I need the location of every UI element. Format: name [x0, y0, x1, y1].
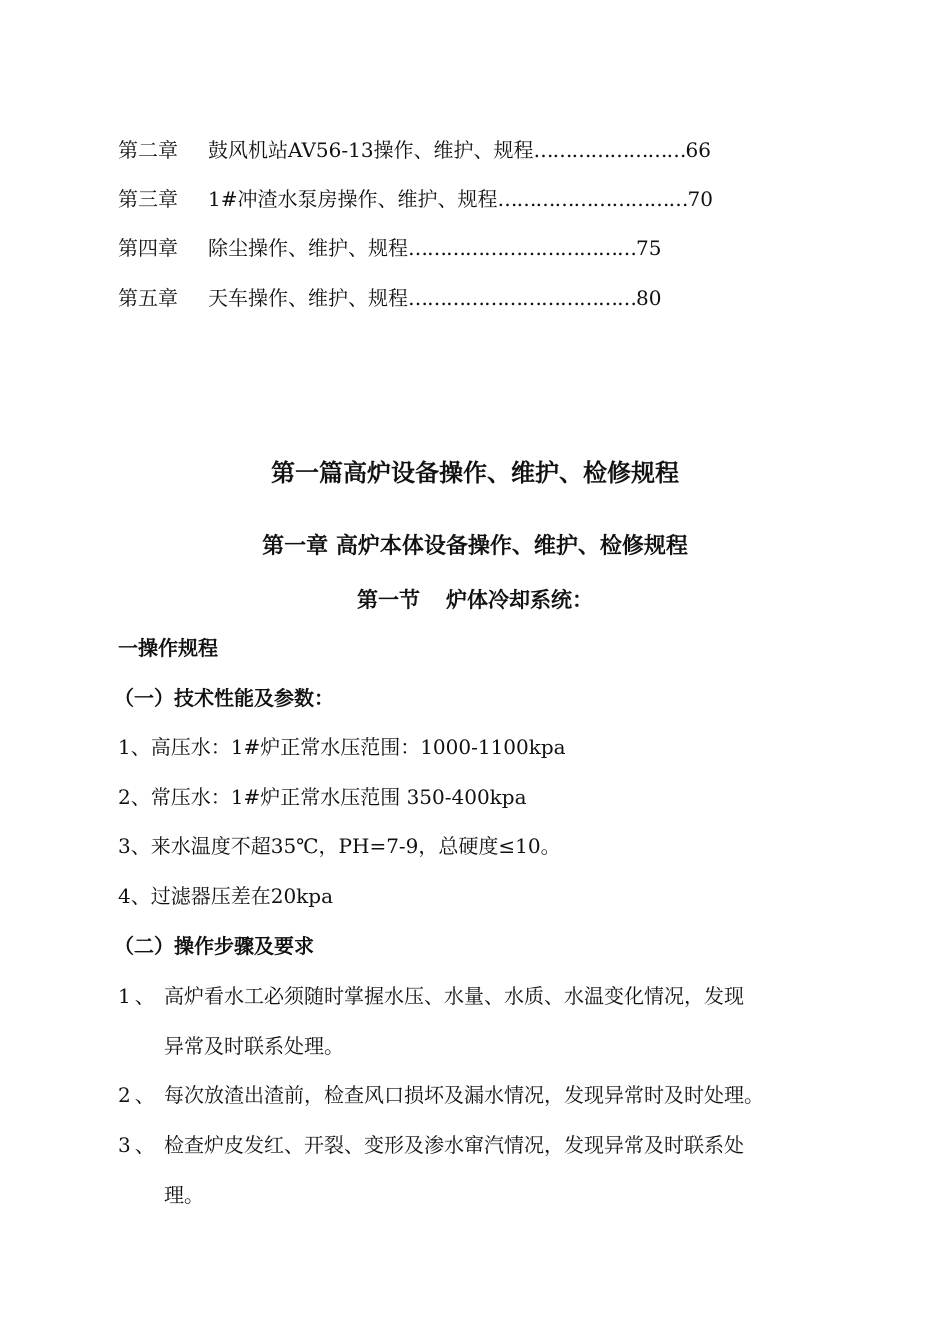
toc-chapter-title: 1#冲渣水泵房操作、维护、规程	[208, 187, 498, 211]
step-text-continued: 理。	[164, 1183, 204, 1207]
section-name: 炉体冷却系统：	[446, 588, 593, 612]
toc-entry[interactable]	[118, 182, 768, 216]
toc-leader-dots: ……………………	[533, 138, 686, 162]
step-item	[118, 971, 838, 1071]
step-item	[118, 1120, 838, 1220]
toc-page-number: 80	[636, 286, 662, 310]
toc-entry[interactable]	[118, 133, 768, 167]
toc-chapter-number: 第三章	[118, 187, 178, 211]
toc-chapter-title: 除尘操作、维护、规程	[208, 236, 408, 260]
step-number: 1、	[118, 984, 159, 1008]
step-number: 2、	[118, 1083, 159, 1107]
step-number: 3、	[118, 1133, 159, 1157]
parameter-line: 2、常压水：1#炉正常水压范围 350-400kpa	[118, 785, 527, 809]
toc-entry[interactable]	[118, 281, 768, 315]
toc-page-number: 66	[685, 138, 711, 162]
toc-chapter-number: 第五章	[118, 286, 178, 310]
toc-chapter-number: 第二章	[118, 138, 178, 162]
toc-page-number: 75	[636, 236, 662, 260]
toc-chapter-title: 鼓风机站AV56-13操作、维护、规程	[208, 138, 534, 162]
toc-chapter-title: 天车操作、维护、规程	[208, 286, 408, 310]
step-text: 检查炉皮发红、开裂、变形及渗水窜汽情况，发现异常及时联系处	[164, 1133, 744, 1157]
step-text: 高炉看水工必须随时掌握水压、水量、水质、水温变化情况，发现	[164, 984, 744, 1008]
section-number: 第一节	[357, 588, 420, 612]
toc-page-number: 70	[687, 187, 713, 211]
chapter-title: 第一章 高炉本体设备操作、维护、检修规程	[262, 534, 688, 559]
toc-leader-dots: ………………………………	[408, 286, 636, 310]
step-text-continued: 异常及时联系处理。	[164, 1034, 344, 1058]
step-text: 每次放渣出渣前，检查风口损坏及漏水情况，发现异常时及时处理。	[164, 1083, 764, 1107]
parameter-line: 1、高压水：1#炉正常水压范围：1000-1100kpa	[118, 735, 566, 759]
step-item	[118, 1070, 838, 1120]
part-title: 第一篇高炉设备操作、维护、检修规程	[271, 459, 679, 487]
toc-entry[interactable]	[118, 231, 768, 265]
section-title	[0, 583, 950, 617]
toc-leader-dots: …………………………	[497, 187, 688, 211]
toc-chapter-number: 第四章	[118, 236, 178, 260]
parameter-line: 3、来水温度不超35℃，PH=7-9，总硬度≤10。	[118, 834, 561, 858]
operation-heading: 一操作规程	[118, 636, 218, 660]
parameter-line: 4、过滤器压差在20kpa	[118, 884, 334, 908]
toc-leader-dots: ………………………………	[408, 236, 636, 260]
subsection-heading-parameters: （一）技术性能及参数：	[114, 686, 334, 710]
subsection-heading-steps: （二）操作步骤及要求	[114, 934, 314, 958]
